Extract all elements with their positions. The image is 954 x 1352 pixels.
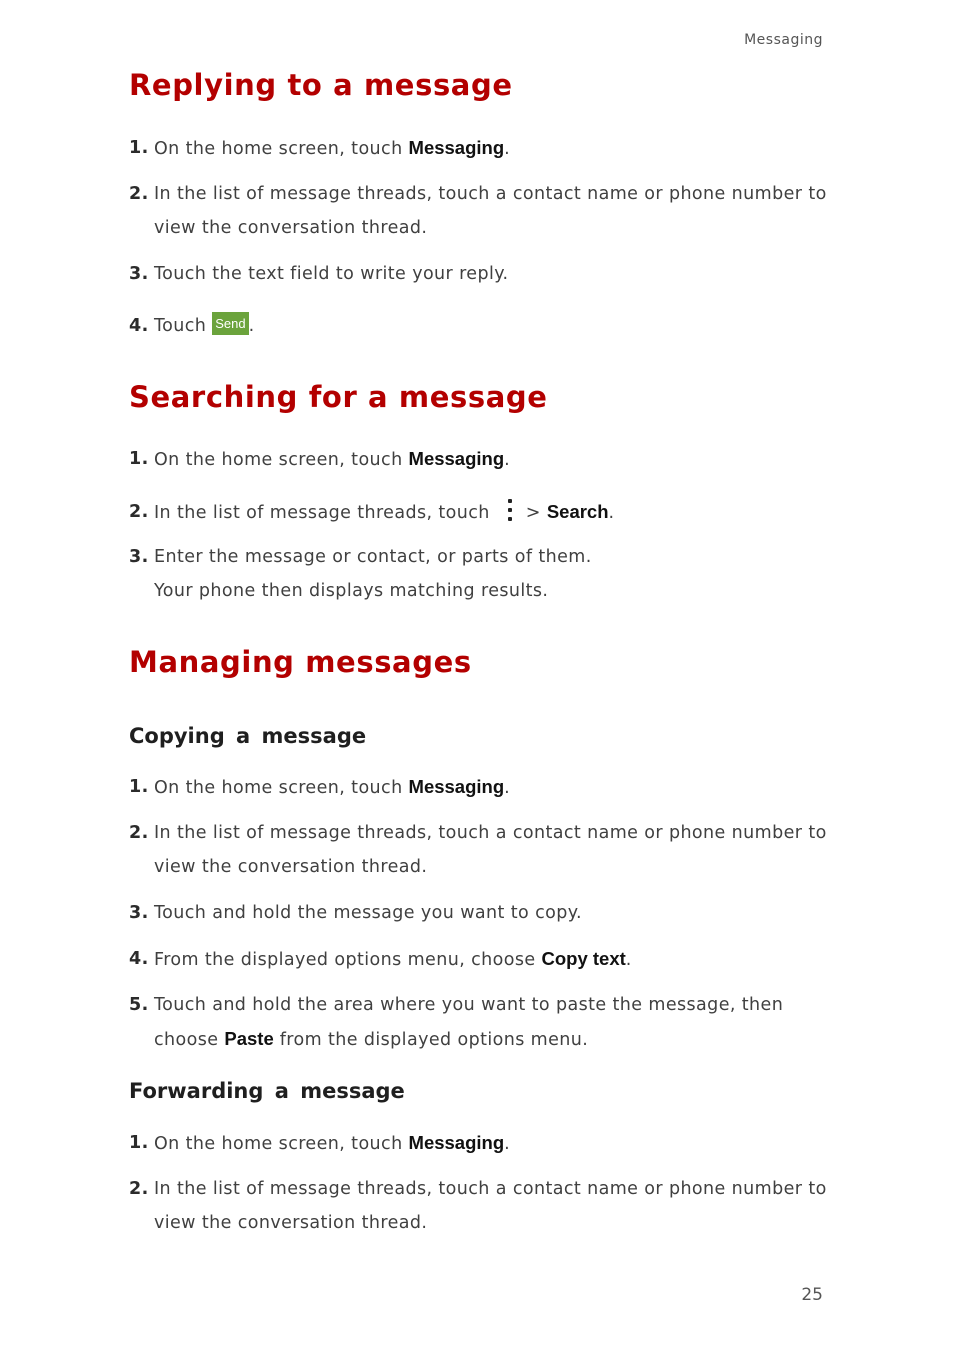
step-replying-3 xyxy=(129,257,829,291)
step-text: In the list of message threads, touch a contact name or phone number to view the conversation thread. xyxy=(154,184,827,238)
step-text: In the list of message threads, touch a contact name or phone number to view the conversation thread. xyxy=(154,1179,827,1233)
keyword-messaging: Messaging xyxy=(408,1132,505,1153)
step-punct: . xyxy=(504,450,511,470)
step-number: 3. xyxy=(129,547,149,567)
step-number: 1. xyxy=(129,138,149,158)
step-copying-2 xyxy=(129,816,829,884)
step-punct: . xyxy=(608,503,615,523)
step-number: 5. xyxy=(129,995,149,1015)
step-number: 2. xyxy=(129,502,149,522)
keyword-messaging: Messaging xyxy=(408,137,505,158)
step-copying-3 xyxy=(129,896,829,930)
step-number: 4. xyxy=(129,949,149,969)
step-text: In the list of message threads, touch xyxy=(154,503,490,523)
step-forwarding-2 xyxy=(129,1172,829,1240)
step-text: On the home screen, touch xyxy=(154,450,409,470)
step-replying-1 xyxy=(129,131,829,166)
step-text: Touch and hold the area where you want to paste the message, then choose xyxy=(154,995,784,1050)
step-text: Touch xyxy=(154,316,213,336)
section-title-managing: Managing messages xyxy=(129,645,472,679)
keyword-search: Search xyxy=(546,501,609,522)
step-searching-1 xyxy=(129,442,829,477)
step-text: In the list of message threads, touch a contact name or phone number to view the conversation thread. xyxy=(154,823,827,877)
step-punct: . xyxy=(504,139,511,159)
step-text: On the home screen, touch xyxy=(154,1134,409,1154)
step-searching-2 xyxy=(129,495,829,530)
step-copying-4 xyxy=(129,942,829,977)
page-number: 25 xyxy=(801,1285,823,1305)
step-punct: . xyxy=(504,1134,511,1154)
section-title-searching: Searching for a message xyxy=(129,380,548,414)
step-number: 2. xyxy=(129,823,149,843)
send-button-icon: Send xyxy=(212,312,248,335)
step-copying-5 xyxy=(129,988,829,1057)
subsection-title-copying: Copying a message xyxy=(129,724,367,748)
step-text: From the displayed options menu, choose xyxy=(154,950,542,970)
step-text: Touch and hold the message you want to copy. xyxy=(154,903,582,923)
step-number: 2. xyxy=(129,184,149,204)
step-punct: . xyxy=(504,778,511,798)
step-searching-3 xyxy=(129,540,829,608)
step-text-tail: from the displayed options menu. xyxy=(273,1030,589,1050)
keyword-messaging: Messaging xyxy=(408,776,505,797)
running-header: Messaging xyxy=(744,32,823,48)
step-separator: > xyxy=(525,503,547,523)
step-number: 1. xyxy=(129,1133,149,1153)
step-forwarding-1 xyxy=(129,1126,829,1161)
step-replying-4 xyxy=(129,309,829,343)
step-text: Enter the message or contact, or parts of them. xyxy=(154,547,592,567)
step-text: Touch the text field to write your reply. xyxy=(154,264,509,284)
subsection-title-forwarding: Forwarding a message xyxy=(129,1079,405,1103)
more-vertical-icon xyxy=(508,499,512,521)
step-result-text: Your phone then displays matching results. xyxy=(154,581,549,601)
section-title-replying: Replying to a message xyxy=(129,68,513,102)
step-number: 3. xyxy=(129,264,149,284)
step-number: 2. xyxy=(129,1179,149,1199)
step-number: 4. xyxy=(129,316,149,336)
step-punct: . xyxy=(248,316,255,336)
step-text: On the home screen, touch xyxy=(154,139,409,159)
step-text: On the home screen, touch xyxy=(154,778,409,798)
step-replying-2 xyxy=(129,177,829,245)
keyword-copy-text: Copy text xyxy=(541,948,626,969)
step-punct: . xyxy=(625,950,632,970)
step-number: 1. xyxy=(129,777,149,797)
step-number: 1. xyxy=(129,449,149,469)
step-number: 3. xyxy=(129,903,149,923)
step-copying-1 xyxy=(129,770,829,805)
keyword-paste: Paste xyxy=(224,1028,274,1049)
keyword-messaging: Messaging xyxy=(408,448,505,469)
